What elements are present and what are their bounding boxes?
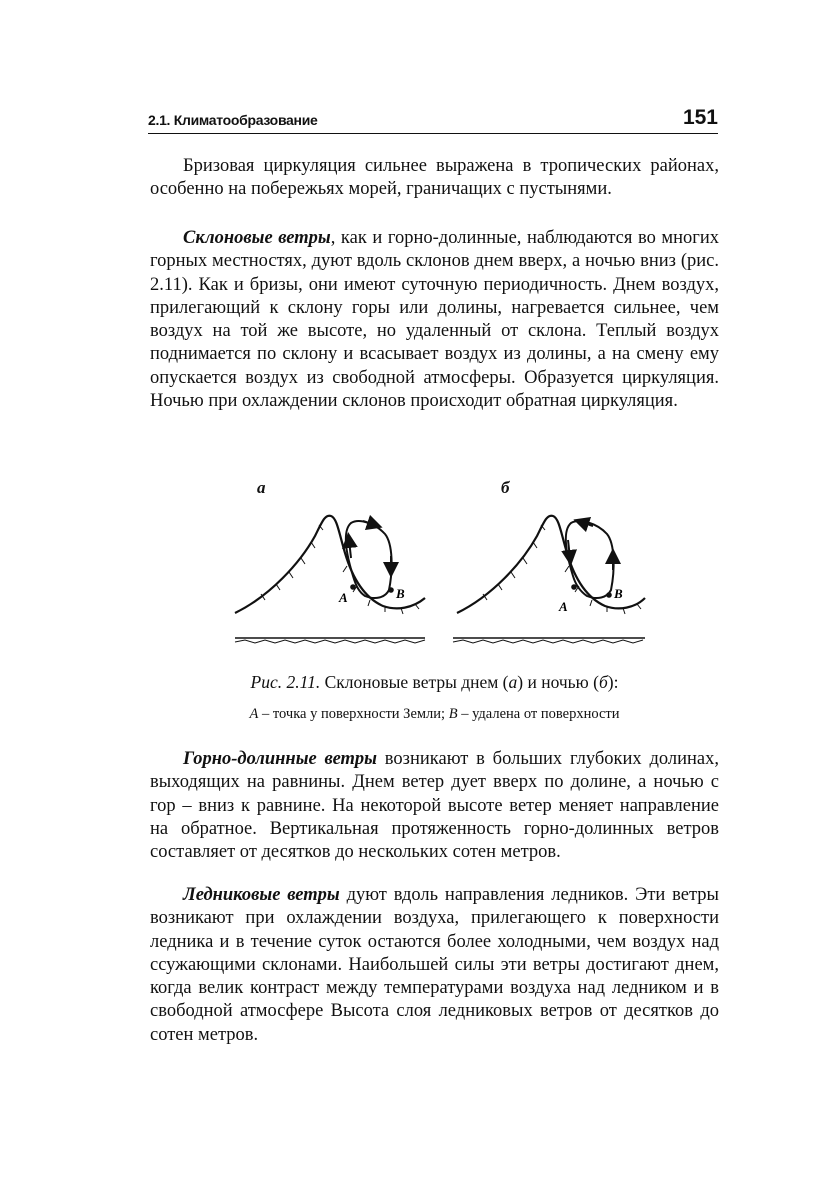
wind-arrow-up-a bbox=[349, 540, 351, 558]
figure-2-11 bbox=[225, 478, 655, 653]
paragraph-glacier-winds-text: дуют вдоль направления ледников. Эти ветры возникают при охлаждении воздуха, прилегающего к поверхности ледника и в течение суток остаются более холодными, чем воздух над ссужающими склонами. Наибольшей силы эти ветры достигают днем, когда велик контраст между температурами воздуха над ледником и в свободной атмосфере Высота слоя ледниковых ветров от десятков до сотен метров. bbox=[150, 885, 719, 1045]
paragraph-glacier-winds bbox=[150, 884, 719, 1047]
point-a-label-a: A bbox=[339, 590, 348, 605]
term-slope-winds: Склоновые ветры bbox=[183, 228, 331, 248]
figure-legend bbox=[150, 706, 719, 723]
paragraph-slope-winds bbox=[150, 227, 719, 413]
caption-end: ): bbox=[607, 672, 619, 692]
panel-a-diagram bbox=[235, 516, 425, 643]
point-b-marker-b bbox=[606, 592, 612, 598]
paragraph-valley-winds-text: возникают в больших глубоких долинах, выходящих на равнины. Днем ветер дует вверх по долине, а ночью с гор – вниз к равнине. На некоторой высоте ветер меняет направление на обратное. Вертикальная протяженность горно-долинных ветров составляет от десятков до нескольких сотен метров. bbox=[150, 749, 719, 863]
legend-a-text: – точка у поверхности Земли; bbox=[258, 706, 449, 722]
legend-a: A bbox=[249, 706, 259, 722]
panel-b-label: б bbox=[501, 478, 510, 497]
paragraph-slope-winds-text: , как и горно-долинные, наблюдаются во многих горных местностях, дуют вдоль склонов днем вверх, а ночью вниз (рис. 2.11). Как и бризы, они имеют суточную периодичность. Днем воздух, прилегающий к склону горы или долины, нагревается сильнее, чем воздух на той же высоте, но удаленный от склона. Теплый воздух поднимается по склону и всасывает воздух из долины, а на смену ему опускается воздух из свободной атмосферы. Образуется циркуляция. Ночью при охлаждении склонов происходит обратная циркуляция. bbox=[150, 228, 719, 412]
term-glacier-winds: Ледниковые ветры bbox=[183, 885, 340, 905]
running-header bbox=[148, 104, 718, 134]
term-valley-winds: Горно-долинные ветры bbox=[183, 749, 378, 769]
point-b-label-a: B bbox=[396, 586, 405, 601]
ground-hatch-b bbox=[453, 640, 643, 643]
wind-arrow-right-a bbox=[363, 521, 375, 525]
point-b-marker-a bbox=[388, 587, 394, 593]
figure-caption bbox=[150, 672, 719, 693]
page-number: 151 bbox=[682, 106, 718, 129]
panel-a-label: а bbox=[257, 478, 266, 497]
caption-b: б bbox=[598, 672, 608, 692]
point-b-label-b: B bbox=[614, 586, 623, 601]
paragraph-valley-winds bbox=[150, 748, 719, 864]
point-a-marker-a bbox=[350, 584, 356, 590]
point-a-label-b: A bbox=[559, 599, 568, 614]
slope-winds-diagram bbox=[225, 478, 655, 653]
caption-text: Склоновые ветры днем ( bbox=[324, 672, 509, 692]
paragraph-breeze: Бризовая циркуляция сильнее выражена в тропических районах, особенно на побережьях морей, граничащих с пустынями. bbox=[150, 156, 719, 200]
caption-prefix: Рис. 2.11. bbox=[250, 672, 321, 692]
caption-mid: ) и ночью ( bbox=[517, 672, 599, 692]
caption-a: а bbox=[508, 672, 518, 692]
ground-hatch-a bbox=[235, 640, 425, 643]
header-rule bbox=[148, 133, 718, 134]
section-title: 2.1. Климатообразование bbox=[148, 112, 318, 128]
legend-b-text: – удалена от поверхности bbox=[457, 706, 620, 722]
panel-b-diagram bbox=[453, 516, 645, 643]
point-a-marker-b bbox=[571, 584, 577, 590]
legend-b: B bbox=[448, 706, 458, 722]
